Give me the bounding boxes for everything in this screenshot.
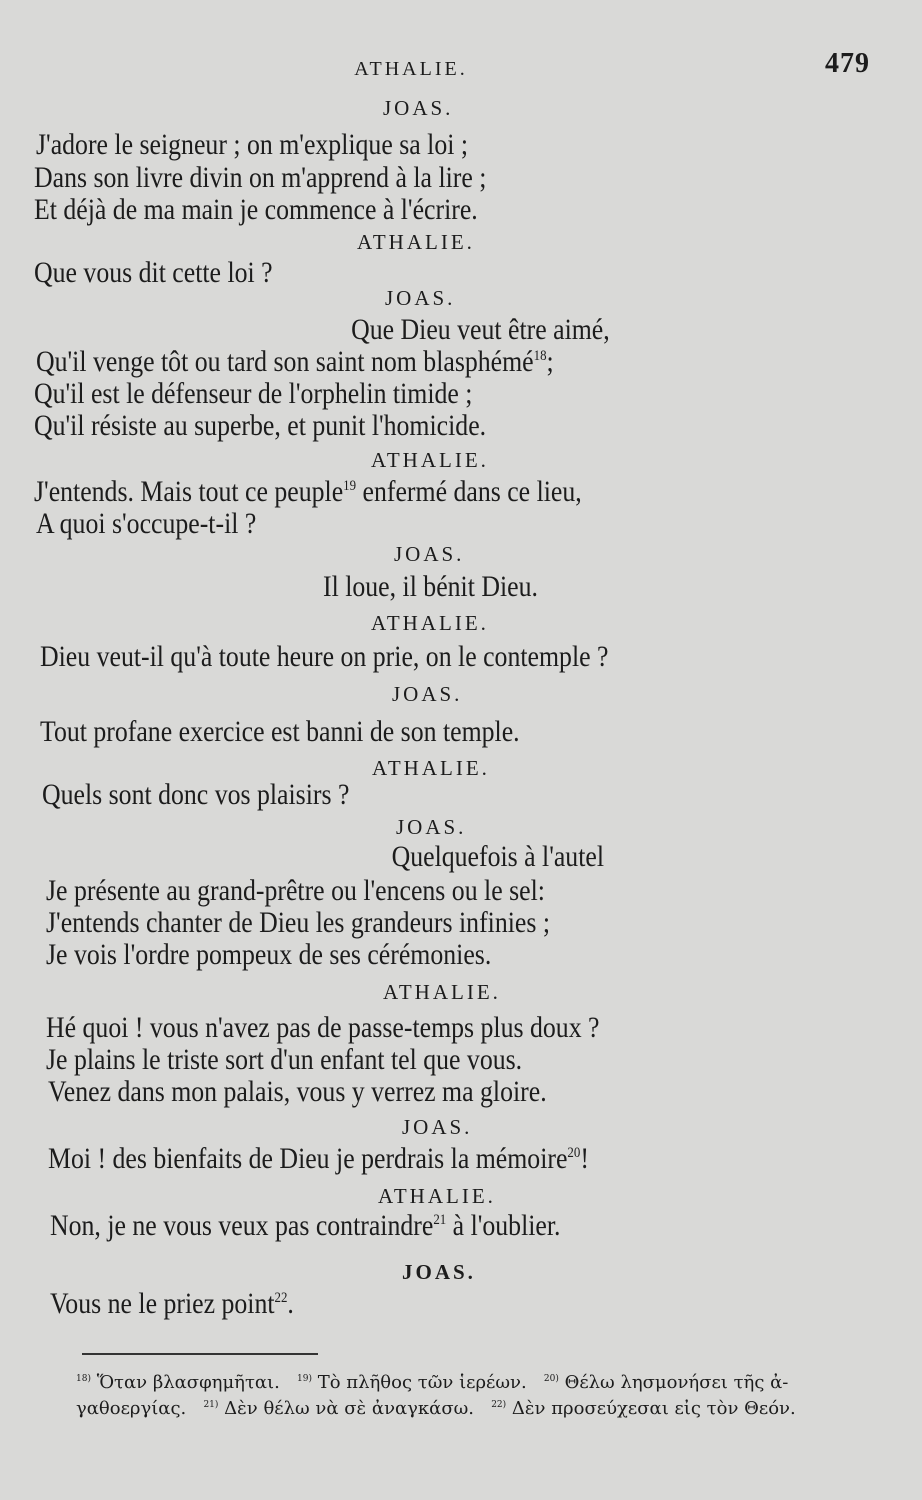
footnote-ref: 18 — [533, 348, 547, 364]
speaker-name: JOAS. — [396, 815, 467, 839]
verse-line: Je plains le triste sort d'un enfant tel que vous. — [46, 1043, 523, 1076]
footnote-text: γαθοεργίας. — [76, 1398, 187, 1419]
verse-text: . — [287, 1287, 294, 1320]
footnote-text: Ὅταν βλασφημῆται. — [90, 1372, 280, 1393]
verse-line: J'adore le seigneur ; on m'explique sa loi ; — [36, 128, 469, 161]
footnote-text: Δὲν θέλω νὰ σὲ ἀναγκάσω. — [218, 1398, 475, 1419]
verse-line: Et déjà de ma main je commence à l'écrire. — [34, 193, 478, 226]
verse-line — [34, 475, 582, 509]
footnote-number: 21) — [203, 1400, 219, 1410]
verse-line: Dans son livre divin on m'apprend à la lire ; — [34, 161, 487, 194]
verse-line — [36, 345, 554, 379]
footnote-rule — [82, 1353, 318, 1355]
speaker-name: JOAS. — [385, 286, 456, 310]
verse-line: Qu'il résiste au superbe, et punit l'homicide. — [34, 409, 487, 442]
verse-line: Que Dieu veut être aimé, — [351, 313, 610, 346]
footnote — [203, 1398, 474, 1419]
speaker-name: JOAS. — [383, 96, 454, 120]
verse-text: Non, je ne vous veux pas contraindre — [50, 1209, 434, 1242]
verse-text: Moi ! des bienfaits de Dieu je perdrais la mémoire — [48, 1142, 568, 1175]
running-header: ATHALIE. — [354, 58, 468, 80]
footnote-line — [76, 1372, 788, 1393]
speaker-name: ATHALIE. — [378, 1184, 496, 1208]
footnote-ref: 20 — [567, 1145, 581, 1161]
footnote-number: 19) — [297, 1374, 312, 1384]
footnote-ref: 19 — [343, 478, 357, 494]
footnote-text: Τὸ πλῆθος τῶν ἱερέων. — [311, 1372, 527, 1393]
footnote-number: 20) — [543, 1374, 559, 1384]
speaker-name: ATHALIE. — [371, 611, 489, 635]
verse-text: ; — [546, 345, 554, 378]
verse-line — [50, 1209, 561, 1243]
verse-line: Quels sont donc vos plaisirs ? — [42, 778, 350, 811]
verse-line: Quelquefois à l'autel — [391, 840, 604, 873]
verse-text: Qu'il venge tôt ou tard son saint nom blasphémé — [36, 345, 534, 378]
footnote-number: 22) — [491, 1400, 507, 1410]
verse-line: Il loue, il bénit Dieu. — [323, 570, 538, 603]
verse-line: A quoi s'occupe-t-il ? — [36, 507, 257, 540]
footnote — [491, 1398, 796, 1419]
page-number: 479 — [825, 48, 870, 79]
speaker-name: JOAS. — [392, 682, 463, 706]
footnote-number: 18) — [76, 1374, 91, 1384]
footnote — [297, 1372, 527, 1393]
speaker-name: ATHALIE. — [372, 756, 490, 780]
speaker-name: ATHALIE. — [383, 980, 501, 1004]
footnote — [544, 1372, 789, 1393]
speaker-name: JOAS. — [402, 1260, 476, 1284]
verse-line: J'entends chanter de Dieu les grandeurs infinies ; — [46, 906, 551, 939]
verse-line: Qu'il est le défenseur de l'orphelin timide ; — [34, 377, 473, 410]
verse-text: Vous ne le priez point — [50, 1287, 275, 1320]
speaker-name: ATHALIE. — [371, 448, 489, 472]
verse-line: Venez dans mon palais, vous y verrez ma gloire. — [48, 1075, 547, 1108]
verse-line: Tout profane exercice est banni de son temple. — [40, 715, 520, 748]
footnote — [76, 1372, 280, 1393]
speaker-name: JOAS. — [402, 1115, 473, 1139]
verse-line: Je vois l'ordre pompeux de ses cérémonies. — [46, 938, 492, 971]
footnote-line — [76, 1398, 796, 1419]
verse-text: à l'oublier. — [446, 1209, 561, 1242]
verse-text: enfermé dans ce lieu, — [356, 475, 582, 508]
speaker-name: ATHALIE. — [357, 230, 475, 254]
verse-line: Je présente au grand-prêtre ou l'encens ou le sel: — [46, 874, 545, 907]
footnote-ref: 22 — [274, 1290, 288, 1306]
footnote-text: Θέλω λησμονήσει τῆς ἀ- — [558, 1372, 789, 1393]
verse-line — [48, 1142, 589, 1176]
footnote-text: Δὲν προσεύχεσαι εἰς τὸν Θεόν. — [506, 1398, 796, 1419]
verse-text: ! — [580, 1142, 589, 1175]
footnote-ref: 21 — [433, 1212, 447, 1228]
verse-line — [50, 1287, 294, 1321]
verse-line: Que vous dit cette loi ? — [34, 256, 273, 289]
verse-line: Hé quoi ! vous n'avez pas de passe-temps plus doux ? — [46, 1011, 600, 1044]
verse-text: J'entends. Mais tout ce peuple — [34, 475, 344, 508]
verse-line: Dieu veut-il qu'à toute heure on prie, on le contemple ? — [40, 640, 609, 673]
speaker-name: JOAS. — [394, 542, 465, 566]
